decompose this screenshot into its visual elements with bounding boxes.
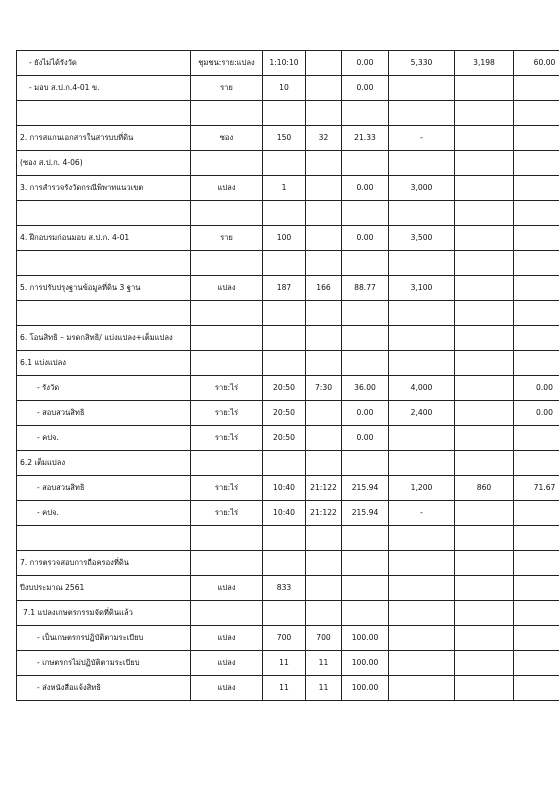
table-row [17, 351, 559, 376]
unit-cell [191, 351, 263, 376]
table-row [17, 251, 559, 276]
unit-cell: ซอง [191, 126, 263, 151]
result-cell [306, 226, 342, 251]
percent-cell [342, 451, 389, 476]
percent-cell: 100.00 [342, 626, 389, 651]
budget-percent-cell [514, 276, 559, 301]
budget-percent-cell [514, 251, 559, 276]
table-row [17, 551, 559, 576]
item-label-cell: - สอบสวนสิทธิ [17, 401, 191, 426]
budget-percent-cell: 71.67 [514, 476, 559, 501]
table-row [17, 151, 559, 176]
budget-cell: 4,000 [389, 376, 455, 401]
spent-cell [455, 151, 514, 176]
result-cell: 11 [306, 676, 342, 701]
result-cell [306, 601, 342, 626]
item-label-cell: ปีงบประมาณ 2561 [17, 576, 191, 601]
spent-cell [455, 226, 514, 251]
target-cell: 10:40 [263, 501, 306, 526]
percent-cell [342, 351, 389, 376]
unit-cell: ราย:ไร่ [191, 401, 263, 426]
result-cell: 166 [306, 276, 342, 301]
table-row [17, 301, 559, 326]
percent-cell: 215.94 [342, 476, 389, 501]
budget-percent-cell: 0.00 [514, 376, 559, 401]
unit-cell: ราย [191, 76, 263, 101]
table-row [17, 501, 559, 526]
item-label-cell: 6.1 แบ่งแปลง [17, 351, 191, 376]
unit-cell [191, 326, 263, 351]
target-cell [263, 101, 306, 126]
budget-cell [389, 251, 455, 276]
unit-cell [191, 551, 263, 576]
item-label-cell: (ซอง ส.ป.ก. 4-06) [17, 151, 191, 176]
table-row [17, 676, 559, 701]
result-cell [306, 201, 342, 226]
percent-cell [342, 576, 389, 601]
result-cell [306, 526, 342, 551]
table-row [17, 451, 559, 476]
spent-cell [455, 201, 514, 226]
table-row [17, 651, 559, 676]
item-label-cell [17, 251, 191, 276]
target-cell [263, 351, 306, 376]
item-label-cell: - ยังไม่ได้รังวัด [17, 51, 191, 76]
result-cell: 21:122 [306, 476, 342, 501]
budget-percent-cell: 0.00 [514, 401, 559, 426]
percent-cell [342, 551, 389, 576]
target-cell [263, 451, 306, 476]
percent-cell [342, 526, 389, 551]
spent-cell [455, 176, 514, 201]
percent-cell [342, 251, 389, 276]
item-label-cell: - ส่งหนังสือแจ้งสิทธิ [17, 676, 191, 701]
unit-cell [191, 451, 263, 476]
unit-cell: ราย:ไร่ [191, 476, 263, 501]
percent-cell: 21.33 [342, 126, 389, 151]
item-label-cell: - รังวัด [17, 376, 191, 401]
percent-cell: 88.77 [342, 276, 389, 301]
percent-cell: 0.00 [342, 426, 389, 451]
budget-cell: 2,400 [389, 401, 455, 426]
budget-cell [389, 351, 455, 376]
unit-cell: ราย:ไร่ [191, 501, 263, 526]
unit-cell [191, 601, 263, 626]
item-label-cell [17, 101, 191, 126]
unit-cell: แปลง [191, 626, 263, 651]
budget-cell: - [389, 501, 455, 526]
budget-cell: - [389, 126, 455, 151]
budget-cell [389, 576, 455, 601]
budget-percent-cell [514, 126, 559, 151]
result-cell [306, 576, 342, 601]
unit-cell: ราย [191, 226, 263, 251]
item-label-cell [17, 201, 191, 226]
budget-percent-cell [514, 151, 559, 176]
result-cell: 7:30 [306, 376, 342, 401]
target-cell [263, 551, 306, 576]
target-cell [263, 151, 306, 176]
result-cell [306, 101, 342, 126]
unit-cell: ราย:ไร่ [191, 376, 263, 401]
spent-cell [455, 526, 514, 551]
budget-percent-cell [514, 676, 559, 701]
result-cell [306, 326, 342, 351]
spent-cell [455, 251, 514, 276]
percent-cell: 0.00 [342, 226, 389, 251]
spent-cell [455, 76, 514, 101]
unit-cell: แปลง [191, 276, 263, 301]
table-row [17, 226, 559, 251]
budget-cell [389, 76, 455, 101]
table-row [17, 601, 559, 626]
percent-cell [342, 301, 389, 326]
target-cell: 10:40 [263, 476, 306, 501]
table-body [17, 51, 559, 701]
percent-cell: 100.00 [342, 676, 389, 701]
result-cell [306, 426, 342, 451]
budget-cell [389, 526, 455, 551]
budget-cell [389, 451, 455, 476]
report-table [16, 50, 559, 701]
target-cell [263, 251, 306, 276]
percent-cell [342, 201, 389, 226]
spent-cell: 860 [455, 476, 514, 501]
spent-cell [455, 101, 514, 126]
result-cell [306, 301, 342, 326]
table-row [17, 376, 559, 401]
budget-cell [389, 101, 455, 126]
table-row [17, 426, 559, 451]
target-cell: 20:50 [263, 401, 306, 426]
budget-percent-cell [514, 451, 559, 476]
item-label-cell: - เกษตรกรไม่ปฏิบัติตามระเบียบ [17, 651, 191, 676]
target-cell [263, 601, 306, 626]
target-cell [263, 526, 306, 551]
spent-cell [455, 601, 514, 626]
table-row [17, 126, 559, 151]
item-label-cell: 4. ฝึกอบรมก่อนมอบ ส.ป.ก. 4-01 [17, 226, 191, 251]
table-row [17, 76, 559, 101]
budget-percent-cell [514, 426, 559, 451]
item-label-cell [17, 301, 191, 326]
spent-cell [455, 426, 514, 451]
target-cell: 100 [263, 226, 306, 251]
item-label-cell [17, 526, 191, 551]
percent-cell: 100.00 [342, 651, 389, 676]
budget-cell: 1,200 [389, 476, 455, 501]
percent-cell: 215.94 [342, 501, 389, 526]
budget-percent-cell [514, 176, 559, 201]
unit-cell: ราย:ไร่ [191, 426, 263, 451]
target-cell [263, 301, 306, 326]
result-cell [306, 51, 342, 76]
spent-cell [455, 626, 514, 651]
budget-cell [389, 626, 455, 651]
item-label-cell: - คปจ. [17, 501, 191, 526]
percent-cell [342, 601, 389, 626]
result-cell [306, 551, 342, 576]
spent-cell [455, 401, 514, 426]
table-row [17, 101, 559, 126]
budget-percent-cell [514, 351, 559, 376]
spent-cell [455, 451, 514, 476]
percent-cell: 0.00 [342, 176, 389, 201]
result-cell: 21:122 [306, 501, 342, 526]
item-label-cell: - เป็นเกษตรกรปฏิบัติตามระเบียบ [17, 626, 191, 651]
spent-cell [455, 326, 514, 351]
unit-cell [191, 526, 263, 551]
spent-cell [455, 576, 514, 601]
spent-cell [455, 276, 514, 301]
budget-percent-cell [514, 651, 559, 676]
percent-cell: 0.00 [342, 401, 389, 426]
budget-percent-cell [514, 501, 559, 526]
table-row [17, 201, 559, 226]
budget-cell: 3,500 [389, 226, 455, 251]
target-cell: 20:50 [263, 426, 306, 451]
spent-cell [455, 651, 514, 676]
target-cell [263, 326, 306, 351]
target-cell: 700 [263, 626, 306, 651]
percent-cell: 0.00 [342, 51, 389, 76]
unit-cell: แปลง [191, 576, 263, 601]
table-row [17, 176, 559, 201]
budget-cell: 3,100 [389, 276, 455, 301]
unit-cell [191, 301, 263, 326]
unit-cell: แปลง [191, 176, 263, 201]
table-row [17, 526, 559, 551]
result-cell: 11 [306, 651, 342, 676]
budget-percent-cell [514, 226, 559, 251]
item-label-cell: 6. โอนสิทธิ – มรดกสิทธิ/ แบ่งแปลง+เต็มแปลง [17, 326, 191, 351]
result-cell [306, 251, 342, 276]
unit-cell [191, 151, 263, 176]
spent-cell [455, 376, 514, 401]
spent-cell [455, 126, 514, 151]
result-cell [306, 451, 342, 476]
table-row [17, 626, 559, 651]
budget-cell: 5,330 [389, 51, 455, 76]
result-cell [306, 176, 342, 201]
unit-cell: แปลง [191, 651, 263, 676]
unit-cell: แปลง [191, 676, 263, 701]
table-row [17, 401, 559, 426]
target-cell: 1 [263, 176, 306, 201]
target-cell: 1:10:10 [263, 51, 306, 76]
budget-cell [389, 326, 455, 351]
spent-cell [455, 301, 514, 326]
item-label-cell: 7.1 แปลงเกษตรกรรมจัดที่ดินแล้ว [17, 601, 191, 626]
target-cell: 187 [263, 276, 306, 301]
budget-percent-cell [514, 551, 559, 576]
table-row [17, 326, 559, 351]
budget-percent-cell [514, 601, 559, 626]
table-row [17, 276, 559, 301]
result-cell: 32 [306, 126, 342, 151]
spent-cell [455, 351, 514, 376]
budget-cell [389, 601, 455, 626]
item-label-cell: 3. การสำรวจรังวัดกรณีพิพาทแนวเขต [17, 176, 191, 201]
item-label-cell: 7. การตรวจสอบการถือครองที่ดิน [17, 551, 191, 576]
target-cell: 150 [263, 126, 306, 151]
result-cell [306, 351, 342, 376]
item-label-cell: - มอบ ส.ป.ก.4-01 ข. [17, 76, 191, 101]
unit-cell [191, 101, 263, 126]
spent-cell [455, 501, 514, 526]
budget-cell [389, 151, 455, 176]
budget-cell [389, 201, 455, 226]
result-cell [306, 151, 342, 176]
target-cell: 10 [263, 76, 306, 101]
spent-cell: 3,198 [455, 51, 514, 76]
budget-percent-cell [514, 626, 559, 651]
budget-percent-cell [514, 76, 559, 101]
table-row [17, 51, 559, 76]
unit-cell: ชุมชน:ราย:แปลง [191, 51, 263, 76]
budget-cell [389, 651, 455, 676]
spent-cell [455, 551, 514, 576]
budget-percent-cell [514, 301, 559, 326]
budget-cell [389, 551, 455, 576]
budget-cell [389, 301, 455, 326]
percent-cell: 0.00 [342, 76, 389, 101]
result-cell [306, 76, 342, 101]
percent-cell [342, 326, 389, 351]
unit-cell [191, 201, 263, 226]
budget-percent-cell [514, 526, 559, 551]
budget-percent-cell [514, 201, 559, 226]
item-label-cell: 5. การปรับปรุงฐานข้อมูลที่ดิน 3 ฐาน [17, 276, 191, 301]
item-label-cell: 6.2 เต็มแปลง [17, 451, 191, 476]
target-cell: 20:50 [263, 376, 306, 401]
result-cell [306, 401, 342, 426]
budget-cell [389, 676, 455, 701]
result-cell: 700 [306, 626, 342, 651]
target-cell [263, 201, 306, 226]
budget-cell [389, 426, 455, 451]
item-label-cell: - สอบสวนสิทธิ [17, 476, 191, 501]
budget-percent-cell [514, 576, 559, 601]
item-label-cell: - คปจ. [17, 426, 191, 451]
unit-cell [191, 251, 263, 276]
spent-cell [455, 676, 514, 701]
budget-percent-cell: 60.00 [514, 51, 559, 76]
budget-percent-cell [514, 101, 559, 126]
target-cell: 11 [263, 651, 306, 676]
item-label-cell: 2. การสแกนเอกสารในสารบบที่ดิน [17, 126, 191, 151]
percent-cell: 36.00 [342, 376, 389, 401]
percent-cell [342, 101, 389, 126]
percent-cell [342, 151, 389, 176]
target-cell: 833 [263, 576, 306, 601]
table-row [17, 576, 559, 601]
target-cell: 11 [263, 676, 306, 701]
table-row [17, 476, 559, 501]
budget-percent-cell [514, 326, 559, 351]
budget-cell: 3,000 [389, 176, 455, 201]
